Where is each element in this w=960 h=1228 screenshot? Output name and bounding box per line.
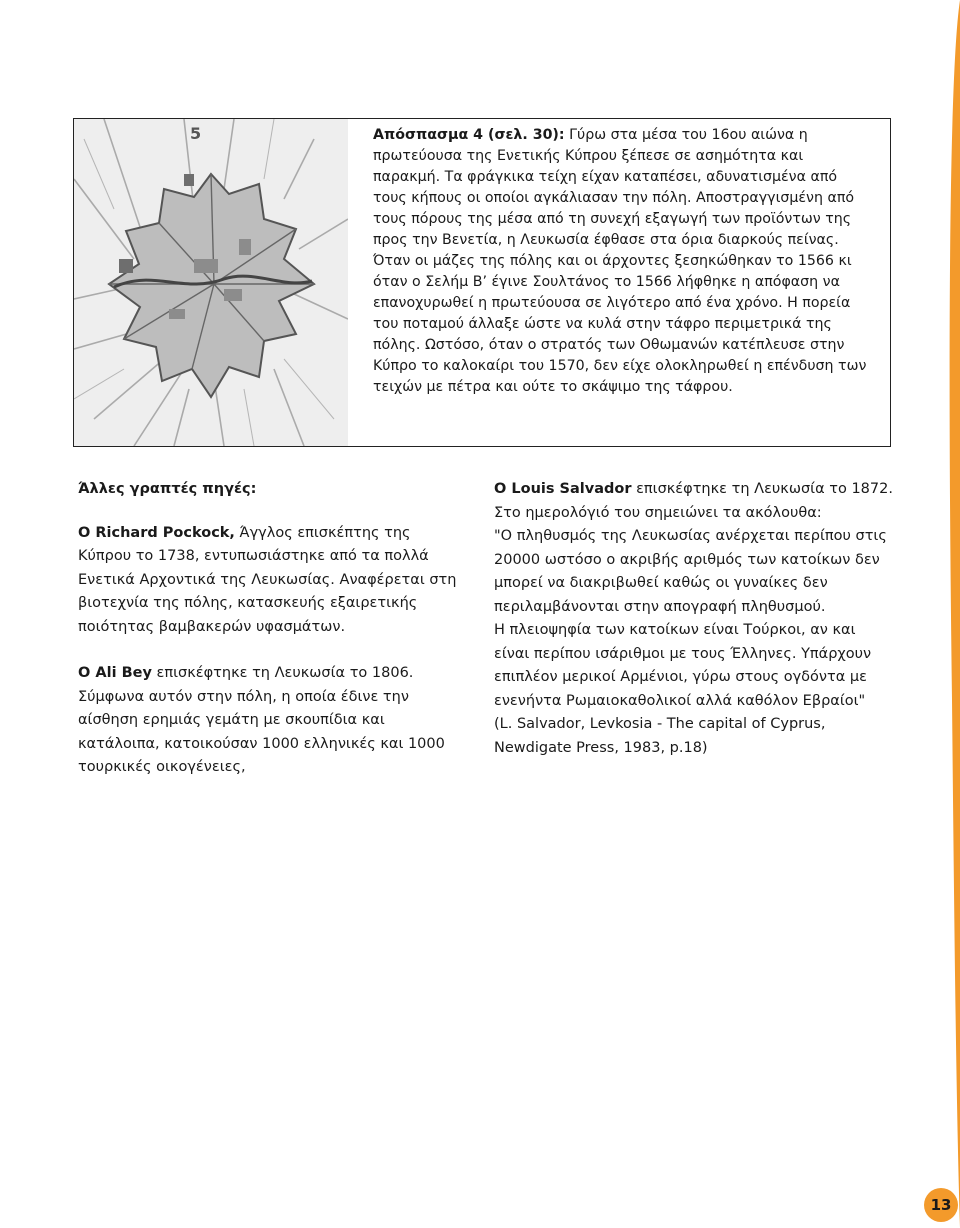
- page-number-badge: 13: [924, 1188, 958, 1222]
- pockock-name: Ο Richard Pockock,: [78, 524, 235, 541]
- left-column: [78, 478, 468, 780]
- other-sources-heading: Άλλες γραπτές πηγές:: [78, 481, 257, 497]
- excerpt-caption: [373, 125, 873, 398]
- map-label: 5: [190, 124, 202, 143]
- excerpt-label: Απόσπασμα 4 (σελ. 30):: [373, 127, 565, 143]
- salvador-citation: (L. Salvador, Levkosia - The capital of Cyprus, Newdigate Press, 1983, p.18): [494, 716, 826, 756]
- ali-bey-paragraph: [78, 662, 468, 780]
- ali-bey-text: επισκέφτηκε τη Λευκωσία το 1806. Σύμφωνα αυτόν στην πόλη, η οποία έδινε την αίσθηση ερημιάς γεμάτη με σκουπίδια και κατάλοιπα, κατοικούσαν 1000 ελληνικές και 1000 τουρκικές οικογένειες,: [78, 665, 445, 775]
- source-excerpt-box: [73, 118, 891, 447]
- pockock-text: Άγγλος επισκέπτης της Κύπρου το 1738, εντυπωσιάστηκε από τα πολλά Ενετικά Αρχοντικά της Λευκωσίας. Αναφέρεται στη βιοτεχνία της πόλης, κατασκευής εξαιρετικής ποιότητας βαμβακερών υφασμάτων.: [78, 524, 457, 635]
- salvador-quote-continued: Η πλειοψηφία των κατοίκων είναι Τούρκοι, αν και είναι περίπου ισάριθμοι με τους Έλληνες. Υπάρχουν επιπλέον μερικοί Αρμένιοι, γύρω στους ογδόντα με ενενήντα Ρωμαιοκαθολικοί αλλά καθόλον Εβραίοι": [494, 622, 872, 709]
- excerpt-text: Γύρω στα μέσα του 16ου αιώνα η πρωτεύουσα της Ενετικής Κύπρου ξέπεσε σε ασημότητα και παρακμή. Τα φράγκικα τείχη είχαν καταπέσει, αδυνατισμένα από τους κήπους οι οποίοι αγκάλιασαν την πόλη. Αποστραγγισμένη από τους πόρους της μέσα από τη συνεχή εξαγωγή των προϊόντων της προς την Βενετία, η Λευκωσία έφθασε στα όρια διαρκούς πείνας. Όταν οι μάζες της πόλης και οι άρχοντες ξεσηκώθηκαν το 1566 κι όταν ο Σελήμ Β’ έγινε Σουλτάνος το 1566 λήφθηκε η απόφαση να επανοχυρωθεί η πρωτεύουσα σε λιγότερο από ένα χρόνο. Η πορεία του ποταμού άλλαξε ώστε να κυλά στην τάφρο περιμετρικά της πόλης. Ωστόσο, όταν ο στρατός των Οθωμανών κατέπλευσε στην Κύπρο το καλοκαίρι του 1570, δεν είχε ολοκληρωθεί η επένδυση των τειχών με πέτρα και ούτε το σκάψιμο της τάφρου.: [373, 127, 867, 395]
- salvador-text: επισκέφτηκε τη Λευκωσία το 1872.: [631, 481, 893, 497]
- right-column: [494, 478, 894, 760]
- salvador-diary-line: Στο ημερολόγιό του σημειώνει τα ακόλουθα:: [494, 504, 822, 521]
- pockock-paragraph: [78, 522, 468, 640]
- salvador-paragraph: [494, 478, 894, 502]
- ali-bey-name: Ο Ali Bey: [78, 665, 152, 681]
- page-edge-decoration: [946, 0, 960, 1228]
- nicosia-map-image: [74, 119, 348, 446]
- salvador-quote: "Ο πληθυσμός της Λευκωσίας ανέρχεται περίπου στις 20000 ωστόσο ο ακριβής αριθμός των κατοίκων δεν μπορεί να διακριβωθεί καθώς οι γυναίκες δεν περιλαμβάνονται στην απογραφή πληθυσμού.: [494, 528, 887, 615]
- salvador-name: Ο Louis Salvador: [494, 481, 632, 497]
